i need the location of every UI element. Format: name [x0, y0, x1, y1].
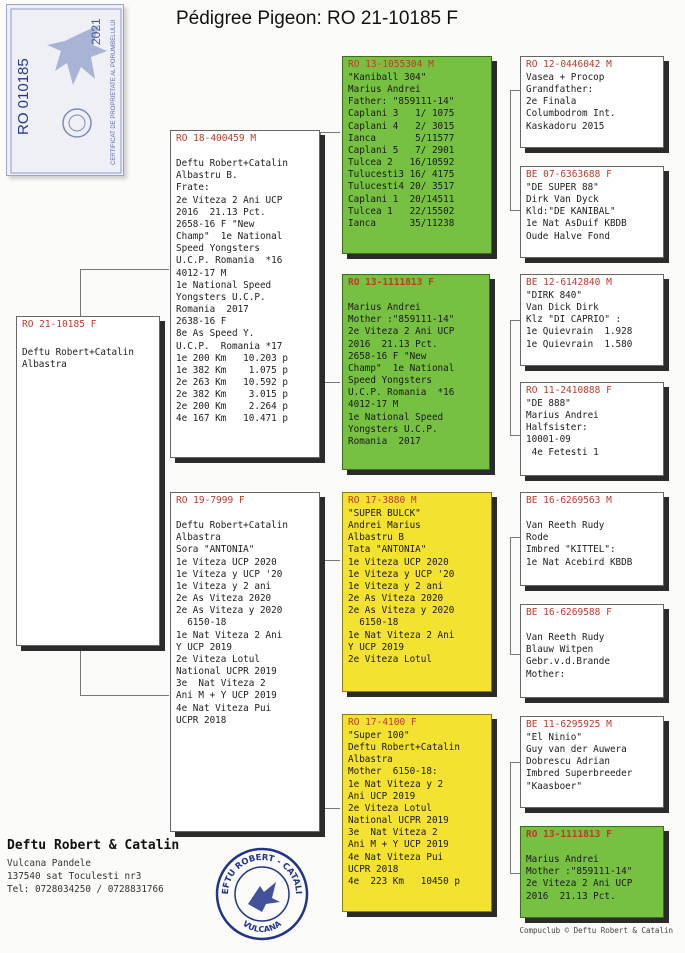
connector-line: [320, 808, 340, 809]
stamp-caption: CERTIFICAT DE PROPRIETATE AL PORUMBELULUI: [111, 19, 117, 165]
maternal-grandmother-card: [342, 714, 492, 912]
connector-line: [320, 132, 321, 382]
card-details: "Kaniball 304" Marius Andrei Father: "859111-14" Caplani 3 1/ 1075 Caplani 4 2/ 3015 Ianca 5/11577 Caplani 5 7/ 2901 Tulcea 2 16/10592 Tulucesti3 16/ 4175 Tulucesti4 20/ 3517 Caplani 1 20/14511 Tulcea 1 22/15502 Ianca 35/11238: [348, 72, 455, 229]
maternal-grandfather-card: [342, 492, 492, 692]
ring-number: BE 07-6363688 F: [526, 169, 612, 180]
connector-line: [80, 695, 169, 696]
paternal-grandmother-card: [342, 274, 490, 470]
card-details: Van Reeth Rudy Blauw Witpen Gebr.v.d.Brande Mother:: [526, 632, 610, 680]
stamp-year: 2021: [89, 18, 103, 45]
owner-name: Deftu Robert & Catalin: [7, 838, 180, 853]
ring-number: RO 13-1055304 M: [348, 59, 434, 70]
connector-line: [80, 269, 169, 270]
ring-number: BE 11-6295925 M: [526, 719, 612, 730]
owner-address-line: Vulcana Pandele: [7, 858, 91, 869]
card-details: Deftu Robert+Catalin Albastra: [22, 347, 134, 371]
ring-number: BE 16-6269563 M: [526, 495, 612, 506]
great-grandparent-card-1: [520, 56, 664, 148]
card-details: Marius Andrei Mother :"859111-14" 2e Viteza 2 Ani UCP 2016 21.13 Pct. 2658-16 F "New Champ" 1e National Speed Yongsters U.C.P. Romania *16 4012-17 M 1e National Speed Yongsters U.C.P. Romania 2017: [348, 302, 455, 447]
subject-pigeon-card: [16, 316, 160, 646]
card-details: Deftu Robert+Catalin Albastru B. Frate: 2e Viteza 2 Ani UCP 2016 21.13 Pct. 2658-16 F "New Champ" 1e National Speed Yongsters U.C.P. Romania *16 4012-17 M 1e National Speed Yongsters U.C.P. Romania 2017 2638-16 F 8e As Speed Y. U.C.P. Romania *17 1e 200 Km 10.203 p 1e 382 Km 1.075 p 2e 263 Km 10.592 p 2e 382 Km 3.015 p 2e 200 Km 2.264 p 4e 167 Km 10.471 p: [176, 158, 288, 425]
great-grandparent-card-2: [520, 166, 664, 258]
great-grandparent-card-3: [520, 274, 664, 366]
ownership-certificate-stamp: [6, 4, 124, 176]
seal-top-text: EFTU ROBERT - CATALI: [220, 852, 304, 895]
ring-number: RO 12-0446042 M: [526, 59, 612, 70]
connector-line: [320, 560, 340, 561]
card-details: "El Ninio" Guy van der Auwera Dobrescu Adrian Imbred Superbreeder "Kaasboer": [526, 732, 633, 792]
card-details: "DIRK 840" Van Dick Dirk Klz "DI CAPRIO" : 1e Quievrain 1.928 1e Quievrain 1.580: [526, 290, 633, 350]
loft-seal: [214, 846, 310, 946]
great-grandparent-card-5: [520, 492, 664, 586]
connector-line: [510, 654, 520, 655]
connector-line: [510, 435, 520, 436]
connector-line: [80, 644, 81, 695]
connector-line: [510, 210, 520, 211]
ring-number: RO 21-10185 F: [22, 319, 97, 330]
great-grandparent-card-8: [520, 826, 664, 918]
father-card: [170, 130, 320, 458]
svg-text:DEFTU ROBERT - CATALIN: [214, 846, 303, 895]
owner-address-line: 137540 sat Toculesti nr3: [7, 871, 142, 882]
connector-line: [510, 873, 520, 874]
mother-card: [170, 492, 320, 832]
card-details: Vasea + Procop Grandfather: 2e Finala Columbodrom Int. Kaskadoru 2015: [526, 72, 616, 132]
seal-bottom-text: VULCANA: [241, 919, 283, 935]
connector-line: [510, 320, 511, 435]
connector-line: [320, 560, 321, 808]
footer-credit: Compuclub © Deftu Robert & Catalin: [519, 926, 673, 935]
ring-number: RO 19-7999 F: [176, 495, 245, 506]
card-details: Marius Andrei Mother :"859111-14" 2e Viteza 2 Ani UCP 2016 21.13 Pct.: [526, 854, 633, 902]
connector-line: [510, 320, 520, 321]
page-title: Pédigree Pigeon: RO 21-10185 F: [176, 8, 459, 29]
card-details: Deftu Robert+Catalin Albastra Sora "ANTONIA" 1e Viteza UCP 2020 1e Viteza y UCP '20 1e Viteza y 2 ani 2e As Viteza 2020 2e As Viteza y 2020 6150-18 1e Nat Viteza 2 Ani Y UCP 2019 2e Viteza Lotul National UCPR 2019 3e Nat Viteza 2 Ani M + Y UCP 2019 4e Nat Viteza Pui UCPR 2018: [176, 520, 288, 726]
ring-number: RO 13-1111813 F: [526, 829, 612, 840]
ring-number: RO 18-400459 M: [176, 133, 257, 144]
connector-line: [510, 90, 511, 210]
card-details: "DE SUPER 88" Dirk Van Dyck Kld:"DE KANIBAL" 1e Nat AsDuif KBDB Oude Halve Fond: [526, 182, 627, 242]
connector-line: [80, 269, 81, 317]
connector-line: [510, 537, 520, 538]
card-details: "SUPER BULCK" Andrei Marius Albastru B Tata "ANTONIA" 1e Viteza UCP 2020 1e Viteza y UCP '20 1e Viteza y 2 ani 2e As Viteza 2020 2e As Viteza y 2020 6150-18 1e Nat Viteza 2 Ani Y UCP 2019 2e Viteza Lotul: [348, 508, 455, 665]
ring-number: RO 11-2410888 F: [526, 385, 612, 396]
card-details: "Super 100" Deftu Robert+Catalin Albastra Mother 6150-18: 1e Nat Viteza y 2 Ani UCP 2019 2e Viteza Lotul National UCPR 2019 3e Nat Viteza 2 Ani M + Y UCP 2019 4e Nat Viteza Pui UCPR 2018 4e 223 Km 10450 p: [348, 730, 460, 887]
connector-line: [510, 762, 511, 873]
connector-line: [320, 132, 340, 133]
paternal-grandfather-card: [342, 56, 492, 254]
card-details: Van Reeth Rudy Rode Imbred "KITTEL": 1e Nat Acebird KBDB: [526, 520, 633, 568]
connector-line: [510, 762, 520, 763]
stamp-number: RO 010185: [15, 58, 32, 135]
connector-line: [510, 90, 520, 91]
connector-line: [510, 537, 511, 654]
seal-icon: [214, 846, 310, 942]
great-grandparent-card-7: [520, 716, 664, 808]
owner-phone: Tel: 0728034250 / 0728831766: [7, 884, 164, 895]
ring-number: BE 16-6269588 F: [526, 607, 612, 618]
great-grandparent-card-4: [520, 382, 664, 476]
ring-number: BE 12-6142840 M: [526, 277, 612, 288]
connector-line: [320, 382, 340, 383]
card-details: "DE 888" Marius Andrei Halfsister: 10001-09 4e Fetesti 1: [526, 398, 599, 458]
owner-info: [7, 838, 179, 896]
ring-number: RO 17-3880 M: [348, 495, 417, 506]
ring-number: RO 13-1111813 F: [348, 277, 434, 288]
ring-number: RO 17-4100 F: [348, 717, 417, 728]
great-grandparent-card-6: [520, 604, 664, 698]
